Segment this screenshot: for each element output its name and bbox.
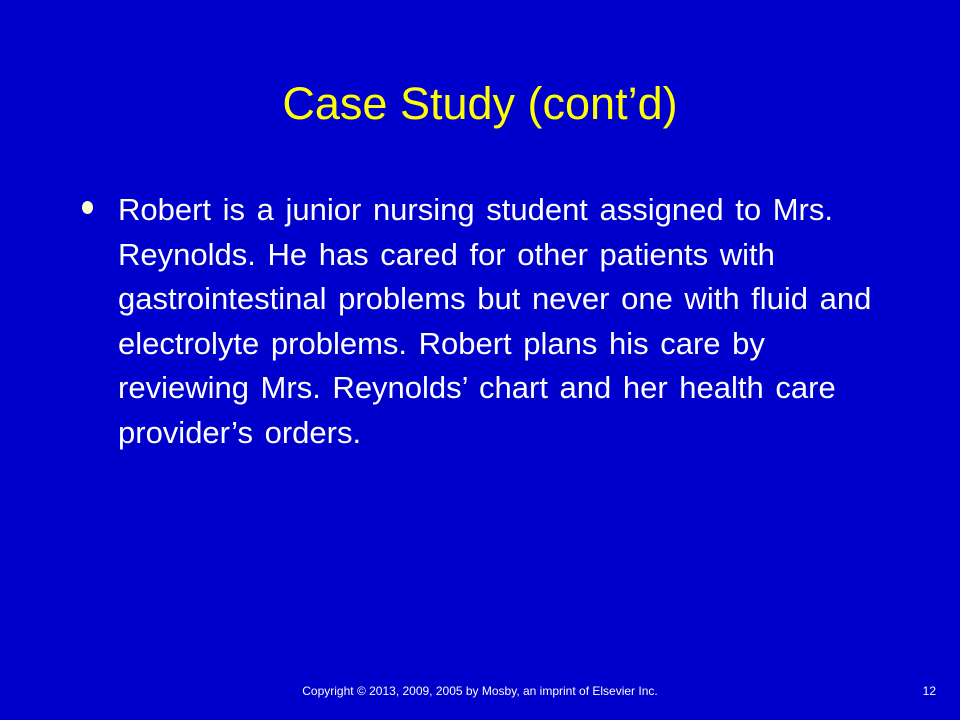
bullet-list — [80, 188, 880, 455]
bullet-text: Robert is a junior nursing student assigned to Mrs. Reynolds. He has cared for other patients with gastrointestinal problems but never one with fluid and electrolyte problems. Robert plans his care by reviewing Mrs. Reynolds’ chart and her health care provider’s orders. — [118, 192, 872, 450]
copyright-footer: Copyright © 2013, 2009, 2005 by Mosby, an imprint of Elsevier Inc. — [302, 684, 658, 698]
page-number: 12 — [922, 684, 936, 698]
bullet-item — [80, 188, 880, 455]
slide-title: Case Study (cont’d) — [282, 78, 678, 129]
bullet-dot-icon — [82, 201, 93, 214]
